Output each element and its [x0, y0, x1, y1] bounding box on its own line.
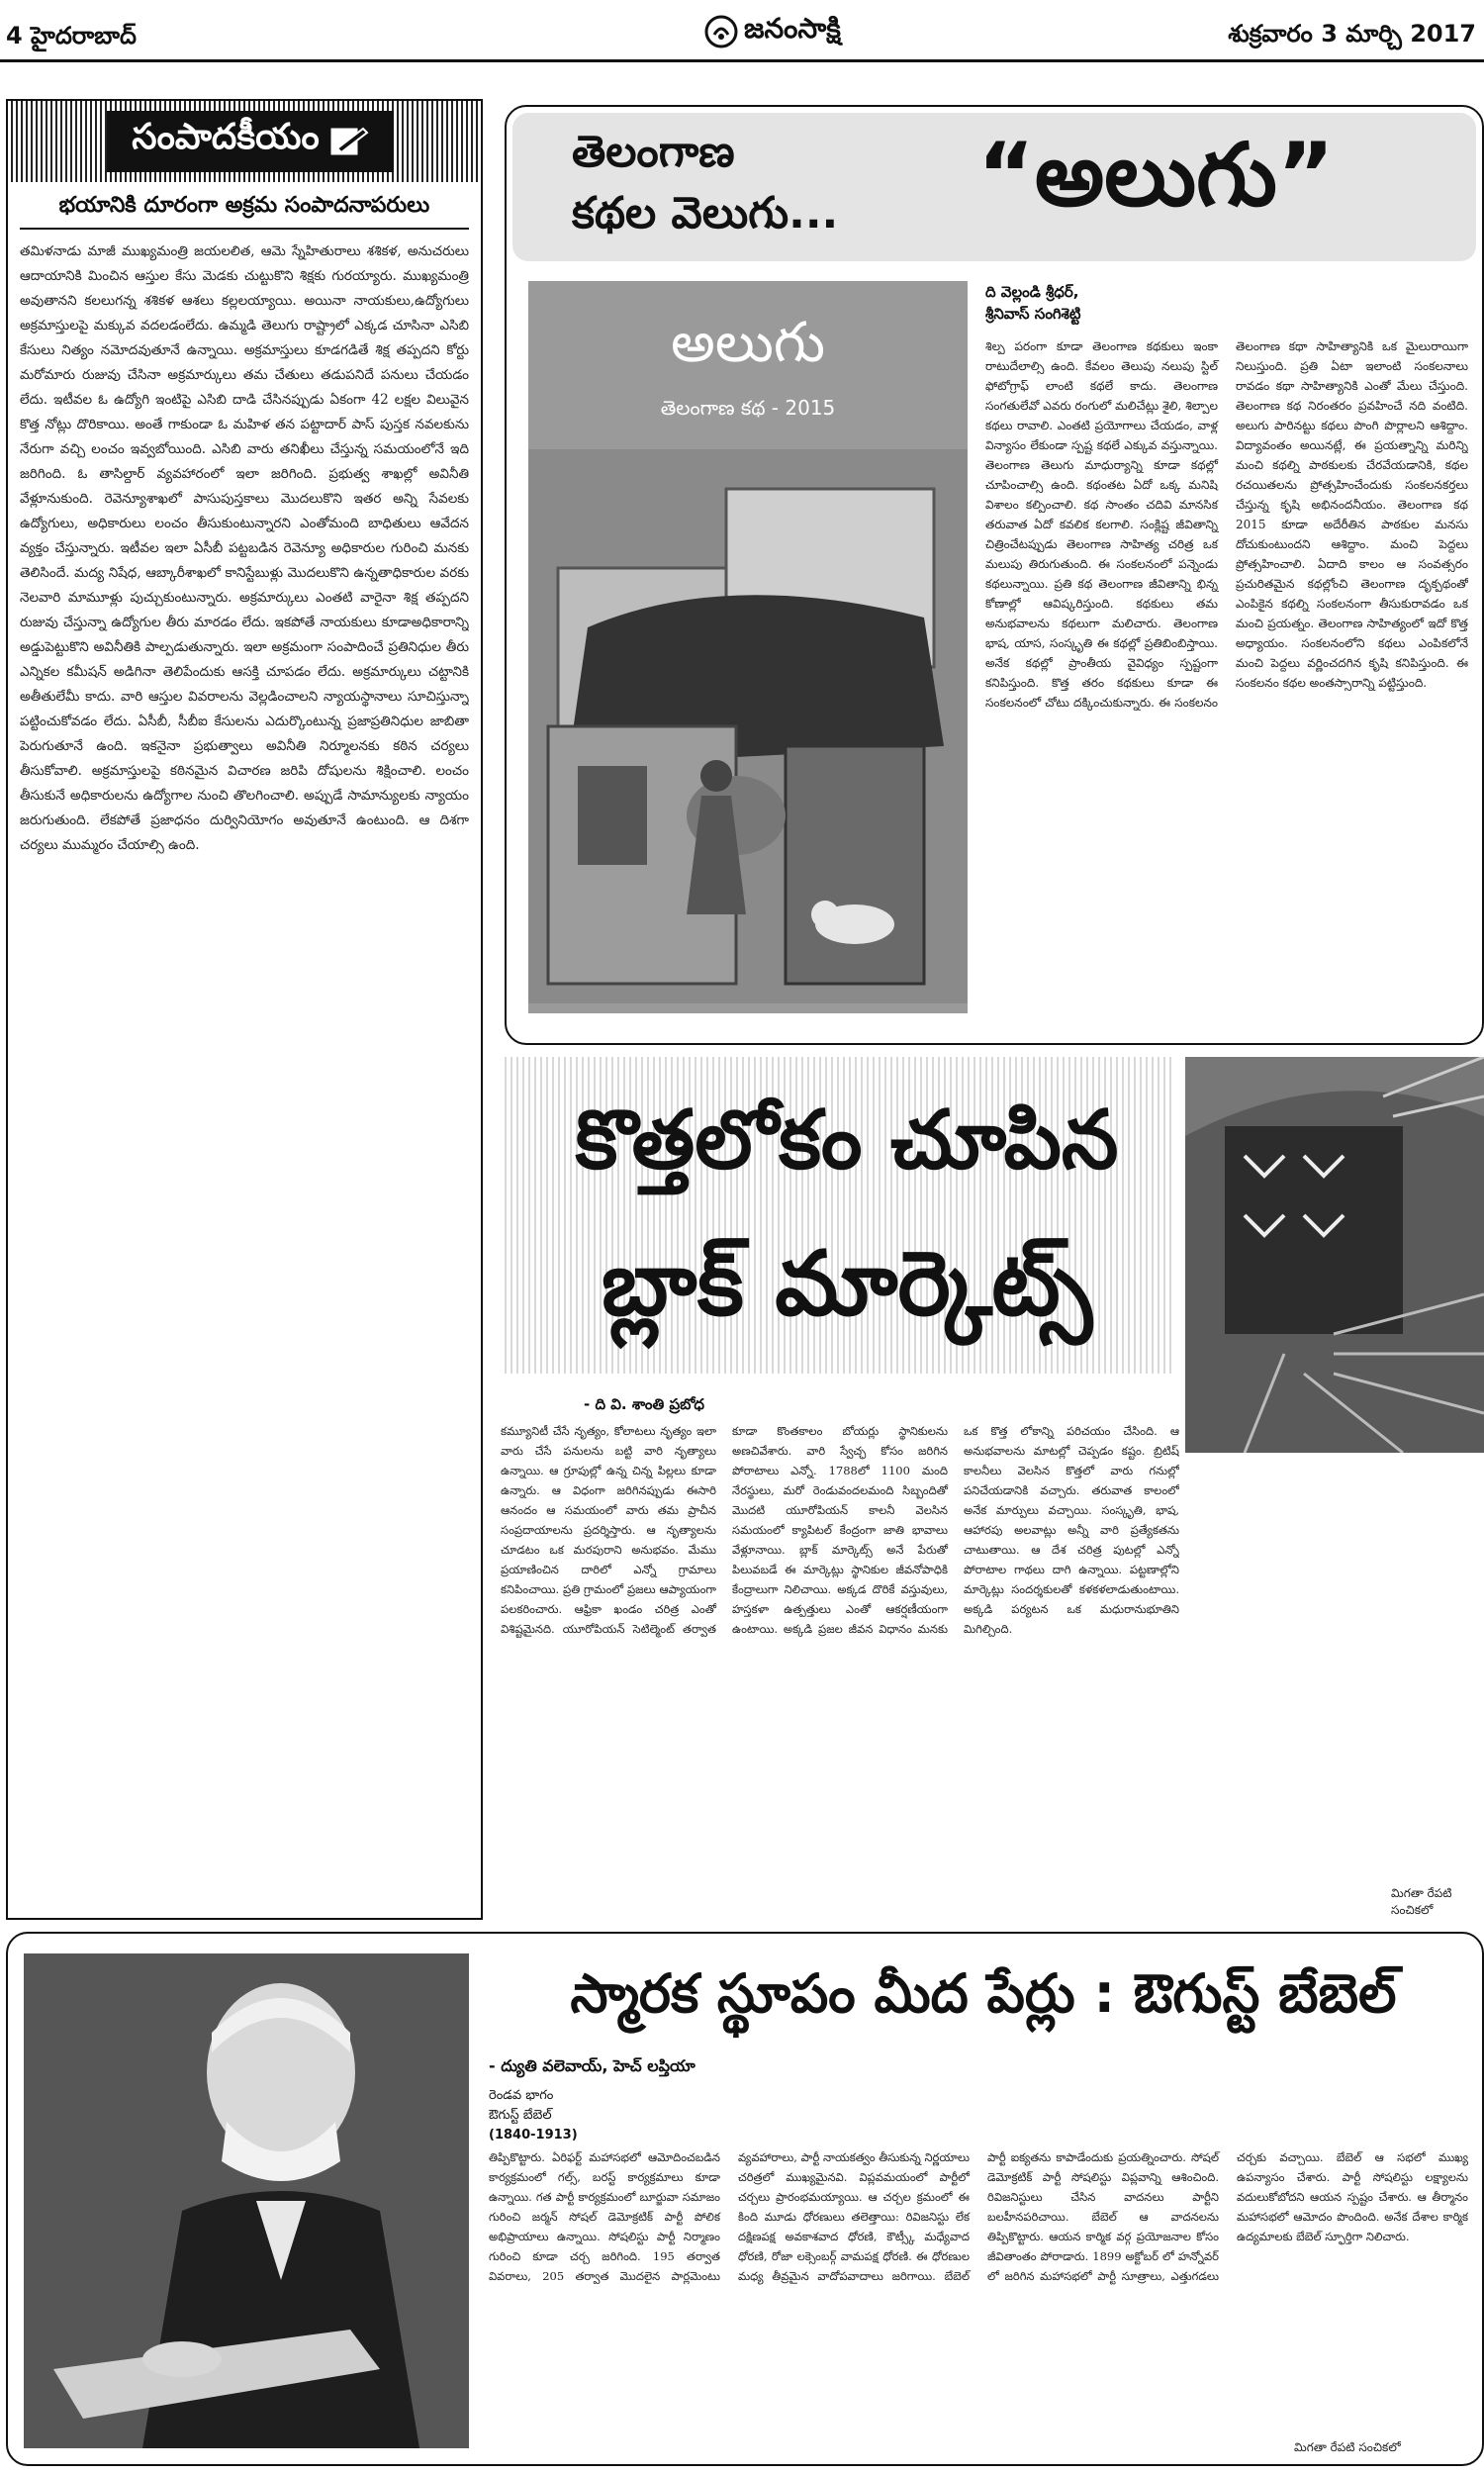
page-header [0, 0, 1484, 61]
editorial-section-title: సంపాదకీయం [132, 117, 320, 157]
book-cover-painting [528, 449, 968, 1003]
pen-icon [329, 125, 369, 158]
book-subtitle: తెలంగాణ కథ - 2015 [660, 396, 836, 420]
black-markets-byline: - ది వి. శాంతి ప్రబోధ [584, 1395, 704, 1413]
masthead-title: జనంసాక్షి [744, 12, 841, 45]
alugu-byline-2: శ్రీనివాస్ సంగిశెట్టి [985, 305, 1081, 323]
header-date: శుక్రవారం 3 మార్చి 2017 [1228, 20, 1476, 48]
editorial-headline-rule [20, 228, 469, 230]
masthead [704, 12, 841, 51]
bebel-headline: స్మారక స్థూపం మీద పేర్లు : ఔగుస్ట్ బేబెల్ [570, 1962, 1397, 2025]
editorial-headline: భయానికి దూరంగా అక్రమ సంపాదనాపరులు [58, 193, 430, 218]
bebel-name-caption: ఔగుస్ట్ బేబెల్ [489, 2108, 552, 2123]
header-rule [0, 59, 1484, 62]
black-markets-body: కమ్యూనిటీ చేసే నృత్యం, కోలాటలు నృత్యం ఇలా వారు చేసే పనులను బట్టి వారి నృత్యాలు ఉన్నాయి. ఆ గ్రూపుల్లో ఉన్న చిన్న పిల్లలు కూడా ఉన్నారు. ఆ విధంగా జరిగినప్పుడు ఈసారి ఆనందం ఆ సమయంలో వారు తమ ప్రాచీన సంప్రదాయాలను ప్రదర్శిస్తారు. ఆ నృత్యాలను చూడటం ఒక మరపురాని అనుభవం. మేము ప్రయాణించిన దారిలో ఎన్నో గ్రామాలు కనిపించాయి. ప్రతి గ్రామంలో ప్రజలు ఆప్యాయంగా పలకరించారు. ఆఫ్రికా ఖండం చరిత్ర ఎంతో విశిష్టమైనది. యూరోపియన్ సెటిల్మెంట్ తర్వాత కూడా కొంతకాలం బోయర్లు స్థానికులను అణచివేశారు. వారి స్వేచ్ఛ కోసం జరిగిన పోరాటాలు ఎన్నో. 1788లో 1100 మంది నేరస్థులు, మరో రెండువందలమంది సిబ్బందితో మొదటి యూరోపియన్ కాలనీ వెలసిన సమయంలో క్యాపిటల్ కేంద్రంగా జాతి భావాలు వేళ్లూనాయి. బ్లాక్ మార్కెట్స్ అనే పేరుతో పిలువబడే ఈ మార్కెట్లు స్థానికుల జీవనోపాధికి కేంద్రాలుగా నిలిచాయి. అక్కడ దొరికే వస్తువులు, హస్తకళా ఉత్పత్తులు ఎంతో ఆకర్షణీయంగా ఉంటాయి. అక్కడి ప్రజల జీవన విధానం మనకు ఒక కొత్త లోకాన్ని పరిచయం చేసింది. ఆ అనుభవాలను మాటల్లో చెప్పడం కష్టం. బ్రిటిష్ కాలనీలు వెలసిన కొత్తలో వారు గనుల్లో పనిచేయడానికి వచ్చారు. తరువాత కాలంలో అనేక మార్పులు వచ్చాయి. సంస్కృతి, భాష, ఆహారపు అలవాట్లు అన్నీ వారి ప్రత్యేకతను చాటుతాయి. ఆ దేశ చరిత్ర పుటల్లో ఎన్నో పోరాటాల గాథలు దాగి ఉన్నాయి. పట్టణాల్లోని మార్కెట్లు సందర్శకులతో కళకళలాడుతుంటాయి. అక్కడి పర్యటన ఒక మధురానుభూతిని మిగిల్చింది. [501, 1424, 1179, 1636]
book-title: అలుగు [671, 311, 825, 375]
masthead-logo-icon [704, 15, 738, 48]
alugu-headline-line2: కథల వెలుగు... [572, 188, 839, 238]
bebel-years: (1840-1913) [489, 2128, 578, 2142]
bebel-portrait-photo [24, 1953, 469, 2448]
black-markets-continued: మిగతా రేపటి సంచికలో [1391, 1886, 1452, 1917]
page-label: 4 హైదరాబాద్ [6, 22, 137, 49]
bebel-byline: - ద్యుతి వలెవాయ్, హెచ్ లప్తియా [489, 2056, 696, 2075]
black-markets-article [501, 1057, 1484, 1917]
alugu-body: శిల్ప పరంగా కూడా తెలంగాణ కథకులు ఇంకా రాటుదేలాల్సి ఉంది. కేవలం తెలుపు నలుపు స్టిల్ ఫోటోగ్రాఫ్ లాంటి కథలే కాదు. తెలంగాణ సంగతులేవో ఎవరు రంగులో మలిచేట్లు శైలి, శిల్పాల కథలు రావాలి. ఎంతటి ప్రయోగాలు చేయడం, వాళ్ల విన్యాసం లేకుండా స్పష్ట కథలే ఎక్కువ వస్తున్నాయి. తెలంగాణ తెలుగు మాధుర్యాన్ని కూడా కథల్లో చూపించాల్సి ఉంది. కథంతట ఏదో ఒక్క మనిషి విశాలం కల్పించాలి. కథ సాంతం చదివి మానసిక తరువాత ఏదో కవలిక కలగాలి. సంక్లిష్ట జీవితాన్ని చిత్రించేటప్పుడు తెలంగాణ సాహిత్య చరిత్ర ఒక మలుపు తిరుగుతుంది. ఈ సంకలనంలో పన్నెండు కథలున్నాయి. ప్రతి కథ తెలంగాణ జీవితాన్ని భిన్న కోణాల్లో ఆవిష్కరిస్తుంది. కథకులు తమ అనుభవాలను కథలుగా మలిచారు. తెలంగాణ భాష, యాస, సంస్కృతి ఈ కథల్లో ప్రతిబింబిస్తాయి. అనేక కథల్లో ప్రాంతీయ వైవిధ్యం స్పష్టంగా కనిపిస్తుంది. కొత్త తరం కథకులు కూడా ఈ సంకలనంలో చోటు దక్కించుకున్నారు. ఈ సంకలనం తెలంగాణ కథా సాహిత్యానికి ఒక మైలురాయిగా నిలుస్తుంది. ప్రతి ఏటా ఇలాంటి సంకలనాలు రావడం కథా సాహిత్యానికి ఎంతో మేలు చేస్తుంది. తెలంగాణ కథ నిరంతరం ప్రవహించే నది వంటిది. అలుగు పారినట్టు కథలు పొంగి పొర్లాలని ఆశిద్దాం. విద్యావంతం అయినట్లే, ఈ ప్రయత్నాన్ని మరిన్ని మంచి కథల్ని పాఠకులకు చేరవేయడానికి, కథల రచయితలను ప్రోత్సహించేందుకు సంకలనకర్తలు చేస్తున్న కృషి అభినందనీయం. తెలంగాణ కథ 2015 కూడా అదేరీతిన పాఠకుల మనసు దోచుకుంటుందని ఆశిద్దాం. మంచి పెద్దలు ప్రోత్సహించాలి. ఏదాది కాలం ఆ సంవత్సరం ప్రచురితమైన కథల్లోంచి తెలంగాణ దృక్పథంతో ఎంపికైన కథల్ని సంకలనంగా తీసుకురావడం ఒక మంచి ప్రయత్నం. తెలంగాణ సాహిత్యంలో ఇదో కొత్త అధ్యాయం. సంకలనంలోని కథలు ఎంపికలోనే మంచి పెద్దలు వర్ణించదగిన కృషి కనిపిస్తుంది. ఈ సంకలనం కథల అంతస్సారాన్ని పట్టిస్తుంది. [985, 339, 1468, 710]
editorial-box [6, 99, 483, 1920]
market-craft-photo [1185, 1057, 1484, 1453]
black-markets-headline-line2: బ్లాక్ మార్కెట్స్ [601, 1232, 1093, 1336]
bebel-article-box [6, 1932, 1484, 2466]
book-cover [528, 281, 968, 1013]
black-markets-headline-line1: కొత్తలోకం చూపిన [575, 1094, 1119, 1188]
editorial-section-title-box [107, 111, 394, 172]
alugu-headline-line1: తెలంగాణ [572, 127, 735, 177]
alugu-byline-1: ది వెల్లండి శ్రీధర్, [985, 283, 1079, 301]
alugu-headline-big: “అలుగు” [977, 124, 1335, 226]
alugu-headline-band [512, 113, 1476, 261]
editorial-section-banner [8, 101, 481, 182]
editorial-body: తమిళనాడు మాజీ ముఖ్యమంత్రి జయలలిత, ఆమె స్నేహితురాలు శశికళ, అనుచరులు ఆదాయానికి మించిన ఆస్తుల కేసు మెడకు చుట్టుకొని శిక్షకు గురయ్యారు. ముఖ్యమంత్రి అవుతానని కలలుగన్న శశికళ ఆశలు కల్లలయ్యాయి. అయినా నాయకులు,ఉద్యోగులు అక్రమాస్తులపై మక్కువ వదలడంలేదు. ఉమ్మడి తెలుగు రాష్ట్రాలో ఎక్కడ చూసినా ఎసిబి కేసులు నిత్యం నమోదవుతూనే ఉన్నాయి. అక్రమాస్తులు కూడగడితే శిక్ష తప్పదని కోర్టు మరోమారు రుజువు చేసినా అక్రమార్కులు తమ చేతులు తడుపనిదే పనులు చేయడం లేదు. ఇటీవల ఓ ఉద్యోగి ఇంటిపై ఎసిబి దాడి చేసినప్పుడు ఏకంగా 42 లక్షల విలువైన కొత్త నోట్లు దొరికాయి. అంతే గాకుండా ఓ మహిళ తన పట్టాదార్ పాస్ పుస్తక నవలకును నేరుగా వచ్చి లంచం ఇవ్వబోయింది. ఎసిబి వారు తనిఖీలు చేస్తున్న సమయంలోనే ఇది జరిగింది. ఓ తాసిల్దార్ వ్యవహారంలో ఇలా జరిగింది. ప్రభుత్వ శాఖల్లో అవినీతి వేళ్లూనుకుంది. రెవెన్యూశాఖలో పాసుపుస్తకాలు మొదలుకొని ఇతర అన్ని సేవలకు ఉద్యోగులు, అధికారులు లంచం తీసుకుంటున్నారని ఎంతోమంది బాధితులు ఆవేదన వ్యక్తం చేస్తున్నారు. ఇటీవల ఇలా ఏసీబీ పట్టబడిన రెవెన్యూ అధికారుల గురించి మనకు తెలిసిందే. మద్య నిషేధ, ఆబ్కారీశాఖలో కానిస్టేబుళ్లు మొదలుకొని ఉన్నతాధికారుల వరకు నెలవారి మామూళ్లు పుచ్చుకుంటున్నారు. అక్రమార్కులు ఎంతటి వారైనా శిక్ష తప్పదని రుజువు చేస్తున్నా ఉద్యోగుల తీరు మారడం లేదు. ఇకపోతే నాయకులు కూడాఅధికారాన్ని అడ్డుపెట్టుకొని అవినీతికి పాల్పడుతున్నారు. ఇలా అక్రమంగా సంపాదించే ప్రతినిధుల తీరు ఎన్నికల కమీషన్ అడిగినా తెలిపేందుకు ఆసక్తి చూపడం లేదు. అక్రమార్కులు చట్టానికి అతీతులేమీ కాదు. వారి ఆస్తుల వివరాలను వెల్లడించాలని న్యాయస్థానాలు సూచిస్తున్నా పట్టించుకోవడం లేదు. ఏసీబీ, సీబీఐ కేసులను ఎదుర్కొంటున్న ప్రజాప్రతినిధుల జాబితా పెరుగుతూనే ఉంది. ఇకనైనా ప్రభుత్వాలు అవినీతి నిర్మూలనకు కఠిన చర్యలు తీసుకోవాలి. అక్రమాస్తులపై కఠినమైన విచారణ జరిపి దోషులను శిక్షించాలి. లంచం తీసుకునే అధికారులను ఉద్యోగాల నుంచి తొలగించాలి. అప్పుడే సామాన్యులకు న్యాయం జరుగుతుంది. లేకపోతే ప్రజాధనం దుర్వినియోగం అవుతూనే ఉంటుంది. ఆ దిశగా చర్యలు ముమ్మరం చేయాల్సి ఉంది. [20, 243, 469, 853]
alugu-feature-box [505, 105, 1484, 1045]
bebel-part-label: రెండవ భాగం [489, 2088, 554, 2103]
bebel-continued: మిగతా రేపటి సంచికలో [1294, 2440, 1401, 2454]
bebel-body-col1: తిప్పికొట్టారు. ఏరిఫర్ట్ మహాసభలో ఆమోదించబడిన కార్యక్రమంలో గల్స్, బరస్ట్ కార్యక్రమాలు కూడా ఉన్నాయి. గత పార్టీ కార్యక్రమంలో బూర్జువా సమాజం గురించి జర్మన్ సోషల్ డెమోక్రటిక్ పార్టీ పోలిక అభిప్రాయాలు ఉన్నాయి. సోషలిస్టు పార్టీ నిర్మాణం గురించి కూడా చర్చ జరిగింది. 195 తర్వాత వివరాలు, 205 తర్వాత మొదలైన పార్లమెంటు వ్యవహారాలు, పార్టీ నాయకత్వం తీసుకున్న నిర్ణయాలు చరిత్రలో ముఖ్యమైనవి. విప్లవమయంలో పార్టీలో చర్చలు ప్రారంభమయ్యాయి. ఆ చర్చల క్రమంలో ఈ కింది మూడు ధోరణులు తలెత్తాయి: రివిజనిస్టు లేక దక్షిణపక్ష అవకాశవాద ధోరణి, కౌట్స్కీ మధ్యేవాద ధోరణి, రోజా లక్సెంబర్గ్ వామపక్ష ధోరణి. ఈ ధోరణుల మధ్య తీవ్రమైన వాదోపవాదాలు జరిగాయి. బేబెల్ పార్టీ ఐక్యతను కాపాడేందుకు ప్రయత్నించారు. సోషల్ డెమోక్రటిక్ పార్టీ సోషలిస్టు విప్లవాన్ని ఆశించింది. రివిజనిస్టులు చేసిన వాదనలు పార్టీని బలహీనపరిచాయి. బేబెల్ ఆ వాదనలను తిప్పికొట్టారు. ఆయన కార్మిక వర్గ ప్రయోజనాల కోసం జీవితాంతం పోరాడారు. 1899 అక్టోబర్ లో హన్నోవర్ లో జరిగిన మహాసభలో పార్టీ సూత్రాలు, ఎత్తుగడలు చర్చకు వచ్చాయి. బేబెల్ ఆ సభలో ముఖ్య ఉపన్యాసం చేశారు. పార్టీ సోషలిస్టు లక్ష్యాలను వదులుకోబోదని ఆయన స్పష్టం చేశారు. ఆ తీర్మానం మహాసభలో ఆమోదం పొందింది. అనేక దేశాల కార్మిక ఉద్యమాలకు బేబెల్ స్ఫూర్తిగా నిలిచారు. [489, 2150, 1468, 2283]
